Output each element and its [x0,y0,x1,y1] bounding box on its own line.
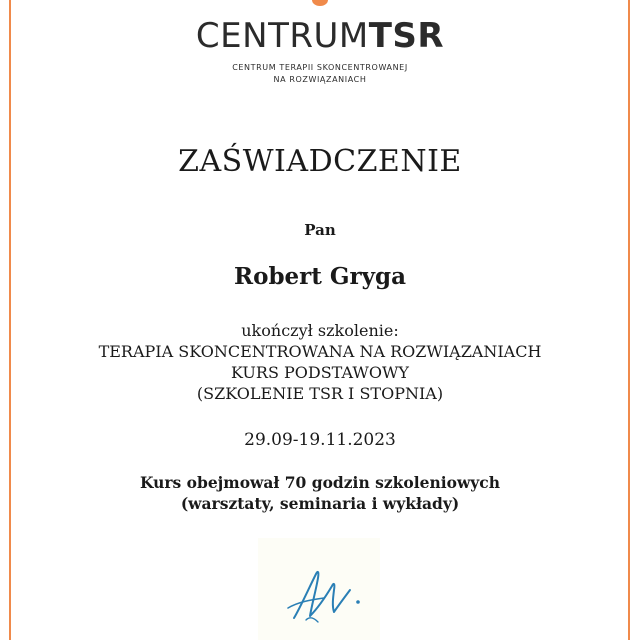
signature-area [258,538,380,640]
logo-wordmark-light: CENTRUM [195,16,369,56]
date-range: 29.09-19.11.2023 [244,430,396,450]
centrum-tsr-logo [190,10,450,90]
logo-subtitle-line2: NA ROZWIĄZANIACH [273,75,367,84]
course-name: TERAPIA SKONCENTROWANA NA ROZWIĄZANIACH [98,342,542,361]
hours-info [20,472,620,514]
hours-detail: (warsztaty, seminaria i wykłady) [180,494,460,513]
logo-wordmark-bold: TSR [368,16,445,56]
page-border-right [628,0,630,640]
completed-label: ukończył szkolenie: [241,321,399,340]
course-level: KURS PODSTAWOWY [231,363,409,382]
hours-line: Kurs obejmował 70 godzin szkoleniowych [139,473,501,492]
certificate-title: ZAŚWIADCZENIE [178,144,462,179]
salutation: Pan [304,221,336,239]
logo-wordmark [190,16,450,56]
course-block [20,320,620,404]
course-note: (SZKOLENIE TSR I STOPNIA) [196,384,444,403]
logo-subtitle-line1: CENTRUM TERAPII SKONCENTROWANEJ [232,63,408,72]
recipient-name: Robert Gryga [233,263,407,290]
page-border-left [9,0,11,640]
signature-image [258,538,380,640]
logo-accent-mark [312,0,328,6]
